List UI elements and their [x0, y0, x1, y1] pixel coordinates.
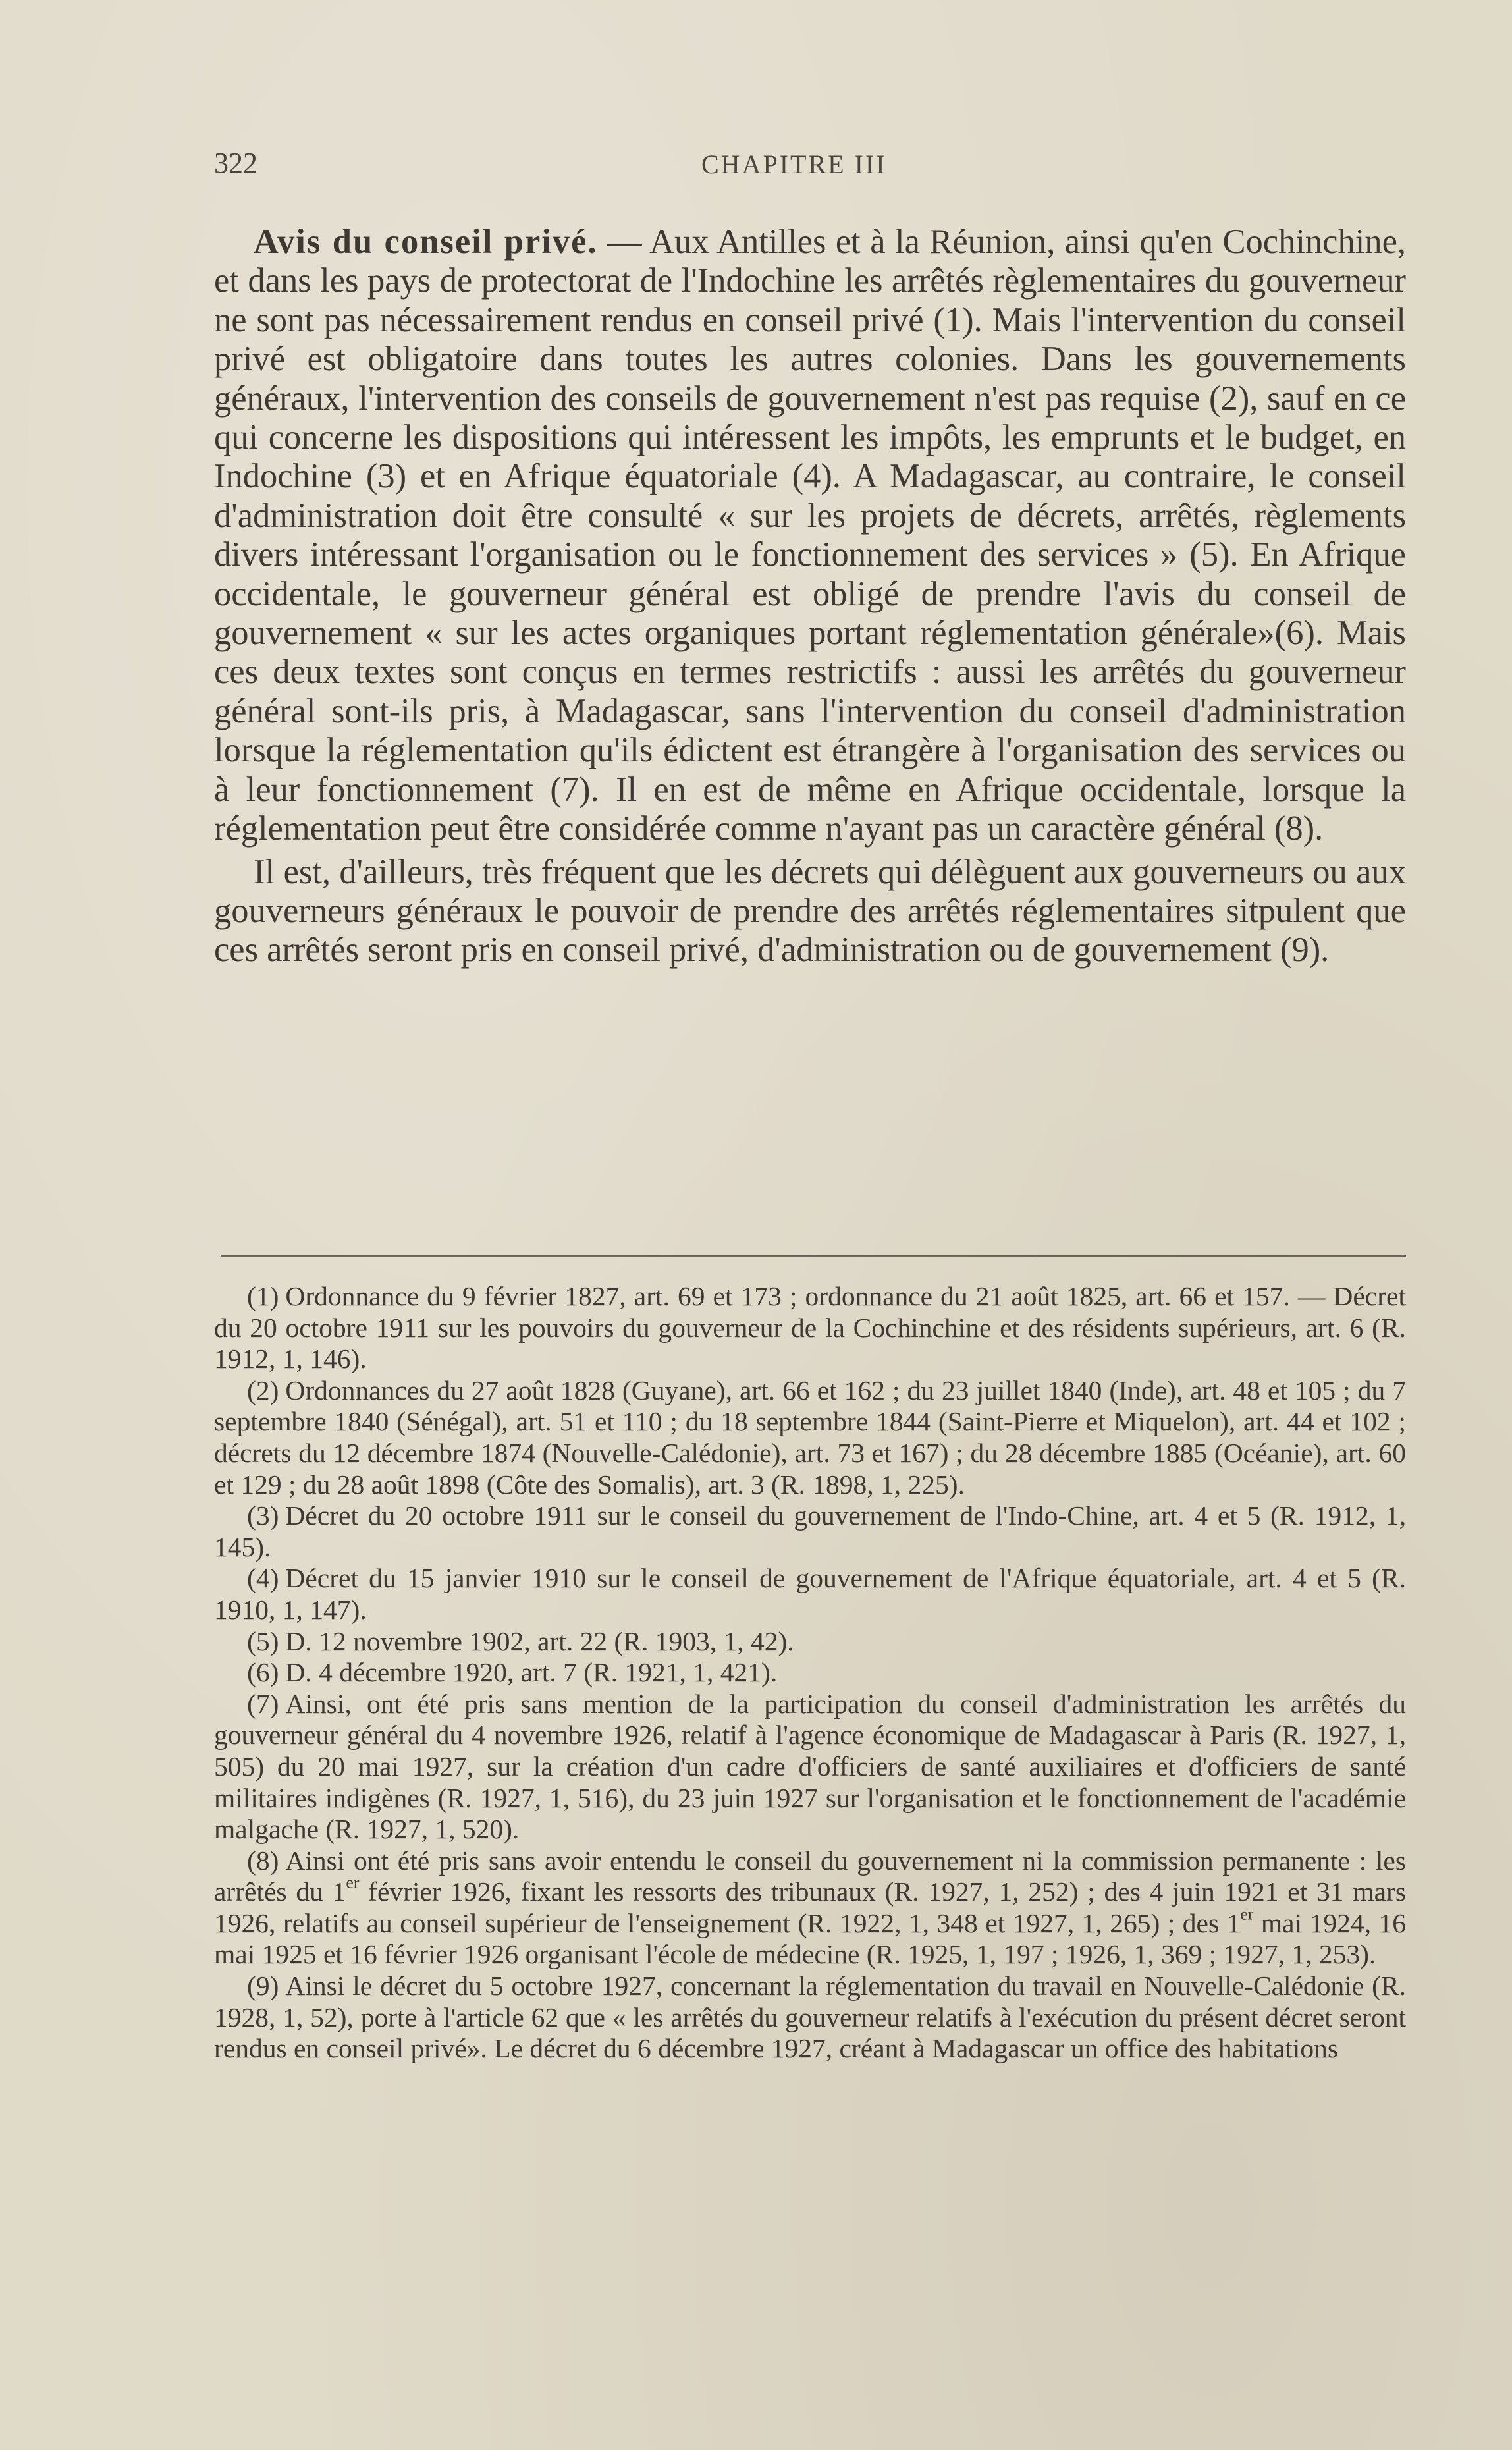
footnote-number: (3) — [247, 1500, 279, 1531]
footnote-4 — [214, 1563, 1406, 1625]
footnote-text: Ainsi le décret du 5 octobre 1927, concernant la réglementation du travail en Nouvelle-Calédonie (R. 1928, 1, 52), porte à l'article 62 que « les arrêtés du gouverneur relatifs à l'exécution du présent décret seront rendus en conseil privé». Le décret du 6 décembre 1927, créant à Madagascar un office des habitations — [214, 1971, 1406, 2064]
footnote-1 — [214, 1281, 1406, 1375]
footnote-8 — [214, 1845, 1406, 1971]
footnote-9 — [214, 1971, 1406, 2065]
page-number: 322 — [214, 147, 257, 179]
section-lead: Avis du conseil privé. — [254, 223, 598, 261]
footnote-text: mai 1924, 16 mai 1925 et 16 février 1926 organisant l'école de médecine (R. 1925, 1, 197 ; 1926, 1, 369 ; 1927, 1, 253). — [214, 1907, 1406, 1970]
footnote-number: (8) — [247, 1845, 279, 1876]
superscript: er — [346, 1872, 360, 1892]
footnote-number: (5) — [247, 1625, 279, 1656]
superscript: er — [1240, 1904, 1254, 1924]
footnote-text: Ordonnance du 9 février 1827, art. 69 et 173 ; ordonnance du 21 août 1825, art. 66 et 157. — Décret du 20 octobre 1911 sur les pouvoirs du gouverneur de la Cochinchine et des résidents supérieurs, art. 6 (R. 1912, 1, 146). — [214, 1281, 1406, 1375]
footnote-text: D. 12 novembre 1902, art. 22 (R. 1903, 1, 42). — [285, 1625, 794, 1656]
footnote-number: (2) — [247, 1375, 279, 1405]
footnote-text: Décret du 15 janvier 1910 sur le conseil de gouvernement de l'Afrique équatoriale, art. 4 et 5 (R. 1910, 1, 147). — [214, 1563, 1406, 1625]
footnote-text: février 1926, fixant les ressorts des tribunaux (R. 1927, 1, 252) ; des 4 juin 1921 et 31 mars 1926, relatifs au conseil supérieur de l'enseignement (R. 1922, 1, 348 et 1927, 1, 265) ; des 1 — [214, 1876, 1406, 1938]
footnote-number: (9) — [247, 1971, 279, 2001]
footnote-number: (4) — [247, 1563, 279, 1594]
footnote-number: (1) — [247, 1281, 279, 1311]
footnotes — [214, 1281, 1406, 2065]
main-text — [214, 223, 1406, 970]
footnote-5 — [214, 1626, 1406, 1658]
footnote-7 — [214, 1689, 1406, 1845]
footnote-text: D. 4 décembre 1920, art. 7 (R. 1921, 1, 421). — [285, 1657, 778, 1688]
footnote-divider — [221, 1255, 1406, 1257]
footnote-number: (6) — [247, 1657, 279, 1688]
footnote-6 — [214, 1657, 1406, 1689]
footnote-2 — [214, 1375, 1406, 1500]
footnote-text: Ainsi, ont été pris sans mention de la participation du conseil d'administration les arrêtés du gouverneur général du 4 novembre 1926, relatif à l'agence économique de Madagascar à Paris (R. 1927, 1, 505) du 20 mai 1927, sur la création d'un cadre d'officiers de santé auxiliaires et d'officiers de santé militaires indigènes (R. 1927, 1, 516), du 23 juin 1927 sur l'organisation et le fonctionnement de l'académie malgache (R. 1927, 1, 520). — [214, 1688, 1406, 1845]
footnote-number: (7) — [247, 1688, 279, 1719]
paragraph-2: Il est, d'ailleurs, très fréquent que les décrets qui délèguent aux gouverneurs ou aux gouverneurs généraux le pouvoir de prendre des arrêtés réglementaires sitpulent que ces arrêtés seront pris en conseil privé, d'administration ou de gouvernement (9). — [214, 852, 1406, 969]
footnote-text: Décret du 20 octobre 1911 sur le conseil du gouvernement de l'Indo-Chine, art. 4 et 5 (R. 1912, 1, 145). — [214, 1500, 1406, 1562]
running-head: CHAPITRE III — [701, 150, 887, 179]
paragraph-1-text: — Aux Antilles et à la Réunion, ainsi qu'en Cochinchine, et dans les pays de protectorat de l'Indochine les arrêtés règlementaires du gouverneur ne sont pas nécessairement rendus en conseil privé (1). Mais l'intervention du conseil privé est obligatoire dans toutes les autres colonies. Dans les gouvernements généraux, l'intervention des conseils de gouvernement n'est pas requise (2), sauf en ce qui concerne les dispositions qui intéressent les impôts, les emprunts et le budget, en Indochine (3) et en Afrique équatoriale (4). A Madagascar, au contraire, le conseil d'administration doit être consulté « sur les projets de décrets, arrêtés, règlements divers intéressant l'organisation ou le fonctionnement des services » (5). En Afrique occidentale, le gouverneur général est obligé de prendre l'avis du conseil de gouvernement « sur les actes organiques portant réglementation générale»(6). Mais ces deux textes sont conçus en termes restrictifs : aussi les arrêtés du gouverneur général sont-ils pris, à Madagascar, sans l'intervention du conseil d'administration lorsque la réglementation qu'ils édictent est étrangère à l'organisation des services ou à leur fonctionnement (7). Il en est de même en Afrique occidentale, lorsque la réglementation peut être considérée comme n'ayant pas un caractère général (8). — [214, 223, 1407, 848]
footnote-text: Ordonnances du 27 août 1828 (Guyane), art. 66 et 162 ; du 23 juillet 1840 (Inde), art. 48 et 105 ; du 7 septembre 1840 (Sénégal), art. 51 et 110 ; du 18 septembre 1844 (Saint-Pierre et Miquelon), art. 44 et 102 ; décrets du 12 décembre 1874 (Nouvelle-Calédonie), art. 73 et 167) ; du 28 décembre 1885 (Océanie), art. 60 et 129 ; du 28 août 1898 (Côte des Somalis), art. 3 (R. 1898, 1, 225). — [214, 1375, 1406, 1500]
page-header — [214, 146, 1406, 186]
paragraph-1 — [214, 223, 1406, 849]
footnote-text: Ainsi ont été pris sans avoir entendu le conseil du gouvernement ni la commission permanente : les arrêtés du 1 — [214, 1845, 1406, 1907]
footnote-3 — [214, 1500, 1406, 1563]
